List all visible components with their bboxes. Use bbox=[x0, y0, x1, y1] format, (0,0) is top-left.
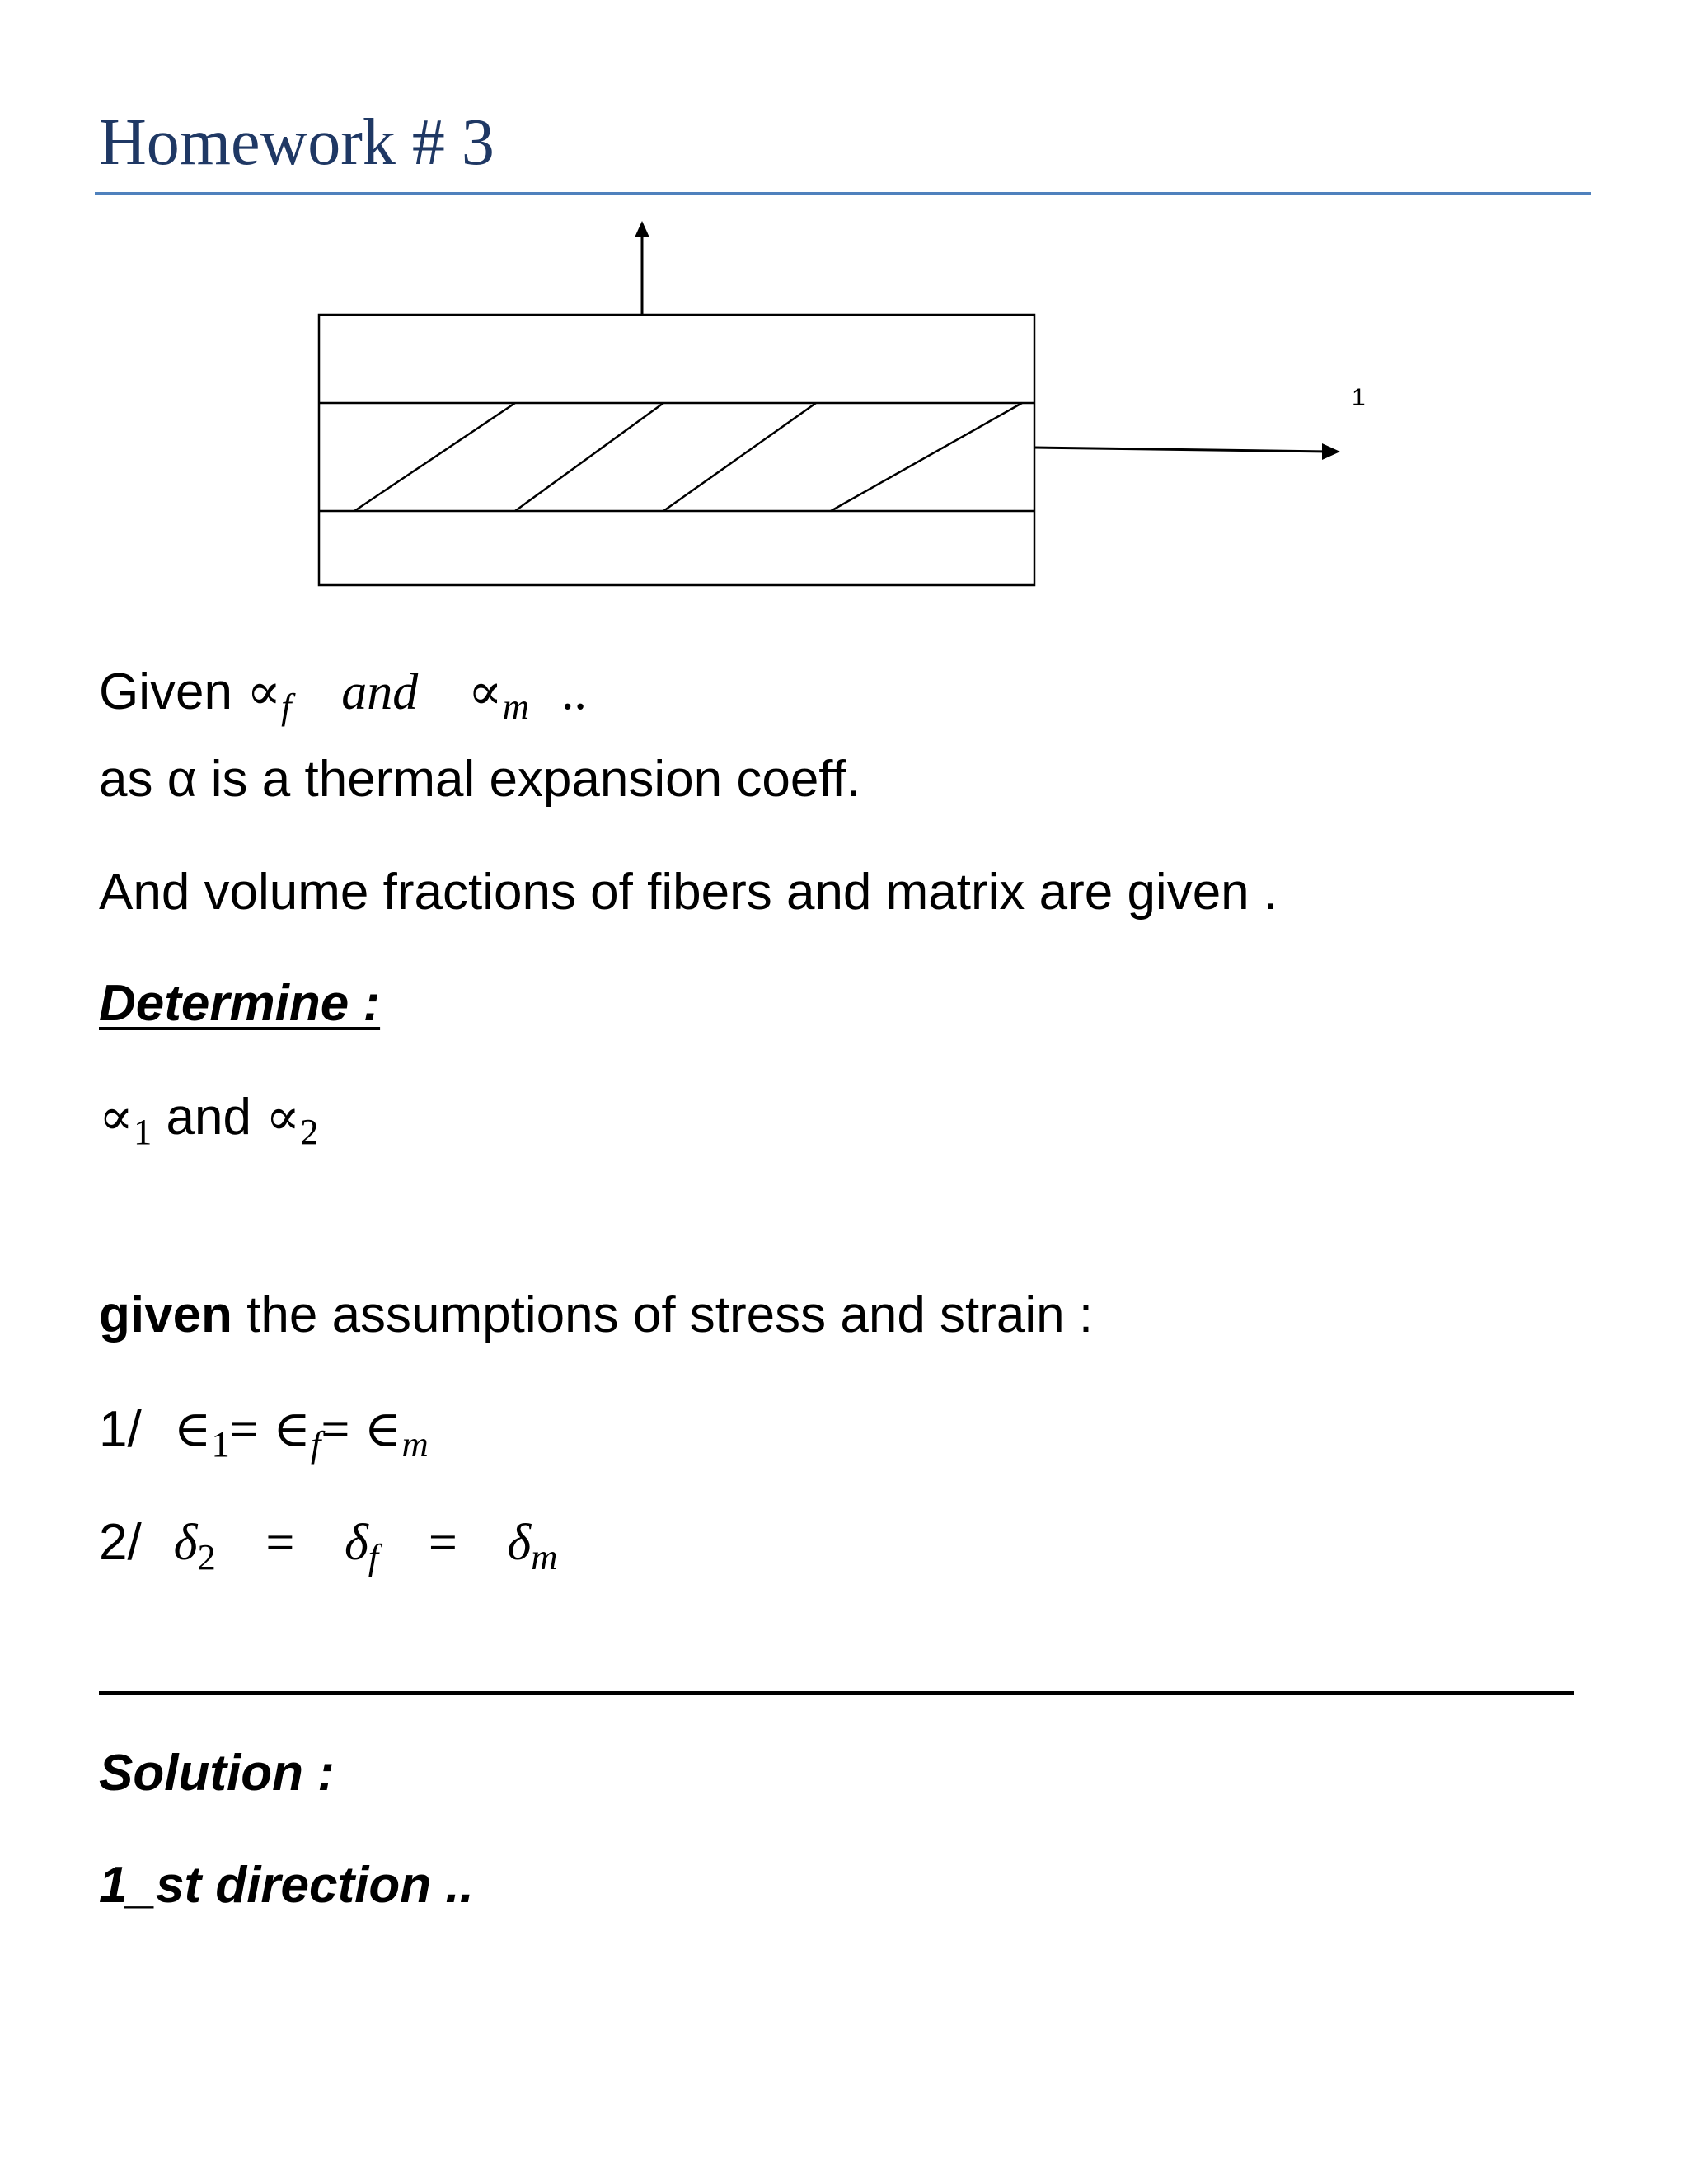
eq-number: 1/ bbox=[99, 1401, 142, 1458]
subscript-2: 2 bbox=[300, 1111, 319, 1153]
axis-1-arrow bbox=[1034, 448, 1329, 452]
axis-1-label: 1 bbox=[1352, 384, 1366, 411]
alpha-symbol: ∝ bbox=[265, 1090, 301, 1146]
equals-sign: = bbox=[265, 1515, 295, 1571]
axis-1-arrowhead bbox=[1322, 443, 1340, 460]
alpha-m bbox=[467, 664, 529, 728]
subscript-f: f bbox=[310, 1423, 321, 1465]
subscript-2: 2 bbox=[197, 1536, 216, 1578]
determine-heading: Determine : bbox=[99, 975, 381, 1032]
volume-fraction-line: And volume fractions of fibers and matrix are given . bbox=[99, 864, 1278, 921]
assumption-eq-1 bbox=[99, 1397, 429, 1467]
alpha-symbol: ∝ bbox=[99, 1090, 134, 1146]
fiber-hatch-line bbox=[354, 403, 515, 511]
axis-2-arrowhead bbox=[635, 221, 649, 237]
alpha-f bbox=[246, 664, 292, 728]
eq-number: 2/ bbox=[99, 1514, 142, 1571]
alpha-definition-line: as α is a thermal expansion coeff. bbox=[99, 751, 860, 808]
equals-sign: = bbox=[229, 1402, 259, 1458]
given-word: Given bbox=[99, 663, 232, 720]
alpha-symbol: ∝ bbox=[246, 664, 282, 720]
equals-sign: = bbox=[321, 1402, 350, 1458]
fiber-hatch-line bbox=[515, 403, 663, 511]
solution-heading: Solution : bbox=[99, 1745, 335, 1802]
ellipsis: .. bbox=[560, 664, 587, 720]
subscript-f: f bbox=[368, 1536, 379, 1578]
subscript-f: f bbox=[281, 686, 292, 728]
and-word: and bbox=[166, 1089, 251, 1146]
given-bold-word: given bbox=[99, 1286, 232, 1343]
alpha-symbol: ∝ bbox=[467, 664, 503, 720]
and-word-math: and bbox=[341, 664, 419, 720]
page-title: Homework # 3 bbox=[99, 106, 495, 179]
epsilon-symbol: ∈ bbox=[273, 1402, 311, 1458]
assumptions-lead bbox=[99, 1282, 1093, 1348]
laminate-diagram bbox=[0, 0, 1688, 626]
subscript-m: m bbox=[502, 686, 529, 728]
delta-symbol: δ bbox=[507, 1515, 532, 1571]
delta-symbol: δ bbox=[173, 1515, 198, 1571]
separator-line bbox=[99, 1691, 1574, 1695]
equals-sign: = bbox=[428, 1515, 457, 1571]
subscript-1: 1 bbox=[133, 1111, 152, 1153]
fiber-hatch-line bbox=[831, 403, 1022, 511]
given-line bbox=[99, 659, 587, 729]
subscript-1: 1 bbox=[211, 1423, 230, 1465]
determine-targets bbox=[99, 1085, 318, 1155]
subscript-m: m bbox=[531, 1536, 558, 1578]
epsilon-symbol: ∈ bbox=[173, 1402, 212, 1458]
fiber-hatch-line bbox=[663, 403, 816, 511]
assumption-eq-2 bbox=[99, 1510, 557, 1580]
first-direction-heading: 1_st direction .. bbox=[99, 1857, 474, 1914]
epsilon-symbol: ∈ bbox=[363, 1402, 402, 1458]
laminate-outline bbox=[319, 315, 1034, 585]
assumptions-lead-rest: the assumptions of stress and strain : bbox=[232, 1286, 1094, 1343]
subscript-m: m bbox=[401, 1423, 429, 1465]
delta-symbol: δ bbox=[344, 1515, 368, 1571]
